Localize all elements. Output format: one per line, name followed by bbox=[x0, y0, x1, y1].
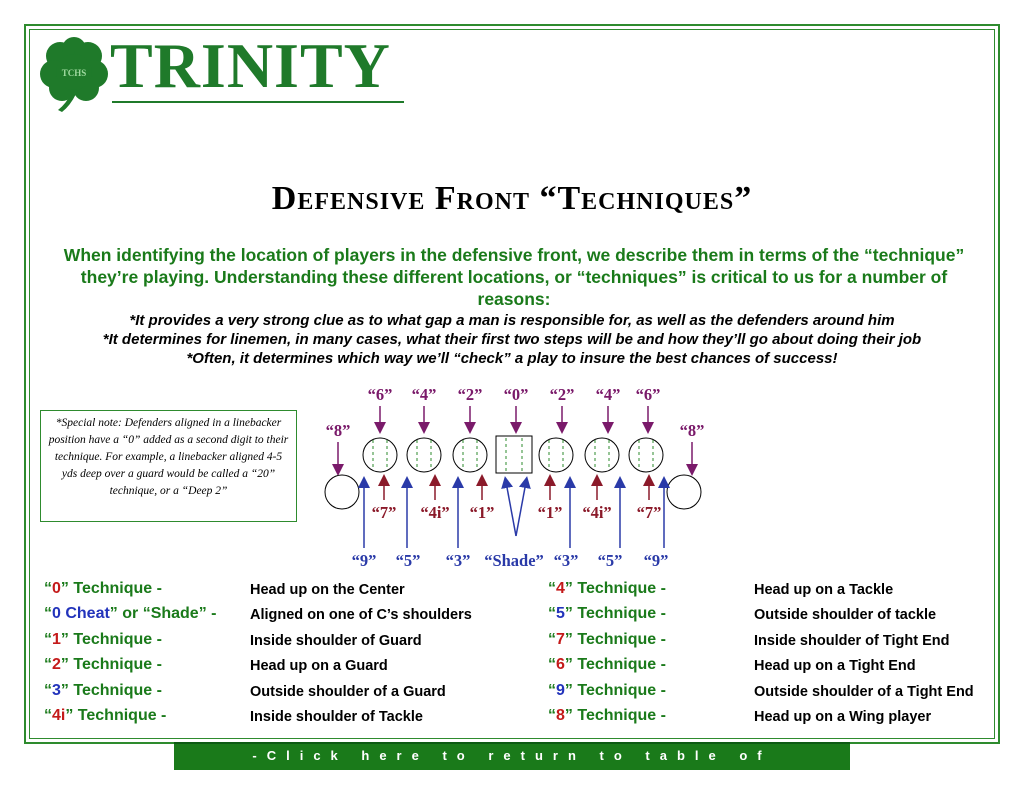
top-label-6-right: “6” bbox=[635, 385, 661, 404]
wing-label-8-left: “8” bbox=[325, 421, 351, 440]
technique-name: “2” Technique - bbox=[44, 656, 162, 674]
technique-desc: Head up on the Center bbox=[250, 582, 405, 598]
mid-label-4i-left: “4i” bbox=[420, 503, 450, 522]
top-label-6-left: “6” bbox=[367, 385, 393, 404]
technique-desc: Head up on a Tight End bbox=[754, 658, 916, 675]
bullet-item: *Often, it determines which way we’ll “check” a play to insure the best chances of success! bbox=[186, 350, 838, 367]
bot-label-9-right: “9” bbox=[643, 551, 669, 570]
bot-label-3-right: “3” bbox=[553, 551, 579, 570]
technique-name: “1” Technique - bbox=[44, 630, 162, 648]
technique-desc: Head up on a Tackle bbox=[754, 582, 894, 598]
technique-row bbox=[548, 580, 998, 605]
player-circle bbox=[363, 438, 397, 472]
technique-table-left bbox=[44, 580, 524, 732]
special-note: *Special note: Defenders aligned in a linebacker position have a “0” added as a second digit to their technique. For example, a linebacker aligned 4-5 yds deep over a guard would be called a “20” technique, or a “Deep 2” bbox=[40, 410, 297, 522]
technique-name: “7” Technique - bbox=[548, 630, 666, 648]
top-label-0: “0” bbox=[503, 385, 529, 404]
technique-name: “5” Technique - bbox=[548, 605, 666, 623]
technique-desc: Aligned on one of C’s shoulders bbox=[250, 607, 472, 624]
top-label-2-right: “2” bbox=[549, 385, 575, 404]
technique-name: “4” Technique - bbox=[548, 580, 666, 597]
technique-name: “4i” Technique - bbox=[44, 706, 167, 724]
top-label-2-left: “2” bbox=[457, 385, 483, 404]
intro-text: When identifying the location of players in the defensive front, we describe them in terms of the “technique” they’re playing. Understanding these different locations, or “techniques” is critical to us for a number of reasons: bbox=[63, 245, 965, 309]
bot-label-5-right: “5” bbox=[597, 551, 623, 570]
technique-name: “0” Technique - bbox=[44, 580, 162, 597]
technique-name: “8” Technique - bbox=[548, 706, 666, 724]
player-circle bbox=[407, 438, 441, 472]
mid-label-7-right: “7” bbox=[636, 503, 662, 522]
bot-label-3-left: “3” bbox=[445, 551, 471, 570]
technique-row bbox=[44, 707, 524, 732]
technique-desc: Outside shoulder of a Guard bbox=[250, 683, 446, 700]
technique-row bbox=[548, 605, 998, 630]
player-circle bbox=[539, 438, 573, 472]
mid-label-4i-right: “4i” bbox=[582, 503, 612, 522]
technique-name: “0 Cheat” or “Shade” - bbox=[44, 605, 217, 623]
top-label-4-left: “4” bbox=[411, 385, 437, 404]
technique-name: “3” Technique - bbox=[44, 681, 162, 699]
top-label-4-right: “4” bbox=[595, 385, 621, 404]
mid-label-1-right: “1” bbox=[537, 503, 563, 522]
technique-desc: Head up on a Guard bbox=[250, 658, 388, 675]
page-title: Defensive Front “Techniques” bbox=[271, 180, 753, 217]
technique-desc: Outside shoulder of a Tight End bbox=[754, 683, 974, 700]
technique-desc: Inside shoulder of Tight End bbox=[754, 632, 950, 649]
wing-label-8-right: “8” bbox=[679, 421, 705, 440]
logo-underline bbox=[112, 101, 404, 103]
mid-label-7-left: “7” bbox=[371, 503, 397, 522]
table-of-contents-link[interactable]: -Click here to return to table of contents- bbox=[174, 742, 850, 770]
technique-row bbox=[44, 580, 524, 605]
wing-circle-right bbox=[667, 475, 701, 509]
player-circle bbox=[453, 438, 487, 472]
technique-desc: Inside shoulder of Tackle bbox=[250, 708, 423, 725]
technique-row bbox=[44, 631, 524, 656]
technique-table-right bbox=[548, 580, 998, 732]
wing-circle-left bbox=[325, 475, 359, 509]
logo-wordmark: TRINITY bbox=[110, 30, 391, 101]
technique-row bbox=[44, 656, 524, 681]
front-diagram bbox=[300, 378, 720, 578]
technique-row bbox=[548, 707, 998, 732]
logo-emblem-text: TCHS bbox=[61, 68, 87, 78]
bullet-item: *It provides a very strong clue as to what gap a man is responsible for, as well as the defenders around him bbox=[129, 312, 895, 329]
technique-row bbox=[548, 631, 998, 656]
mid-label-1-left: “1” bbox=[469, 503, 495, 522]
technique-row bbox=[44, 682, 524, 707]
arrow bbox=[516, 482, 526, 536]
bot-label-5-left: “5” bbox=[395, 551, 421, 570]
technique-name: “9” Technique - bbox=[548, 681, 666, 699]
bot-label-shade: “Shade” bbox=[484, 551, 544, 570]
shamrock-icon bbox=[36, 34, 112, 114]
technique-name: “6” Technique - bbox=[548, 656, 666, 674]
technique-desc: Inside shoulder of Guard bbox=[250, 632, 422, 649]
center-square bbox=[496, 436, 532, 473]
technique-row bbox=[548, 656, 998, 681]
player-circle bbox=[585, 438, 619, 472]
technique-desc: Head up on a Wing player bbox=[754, 708, 932, 725]
technique-row bbox=[44, 605, 524, 630]
technique-row bbox=[548, 682, 998, 707]
bullet-list bbox=[30, 311, 994, 368]
bot-label-9-left: “9” bbox=[351, 551, 377, 570]
bullet-item: *It determines for linemen, in many cases, what their first two steps will be and how they’ll go about doing their job bbox=[102, 331, 922, 348]
technique-desc: Outside shoulder of tackle bbox=[754, 607, 937, 624]
player-circle bbox=[629, 438, 663, 472]
arrow bbox=[506, 482, 516, 536]
